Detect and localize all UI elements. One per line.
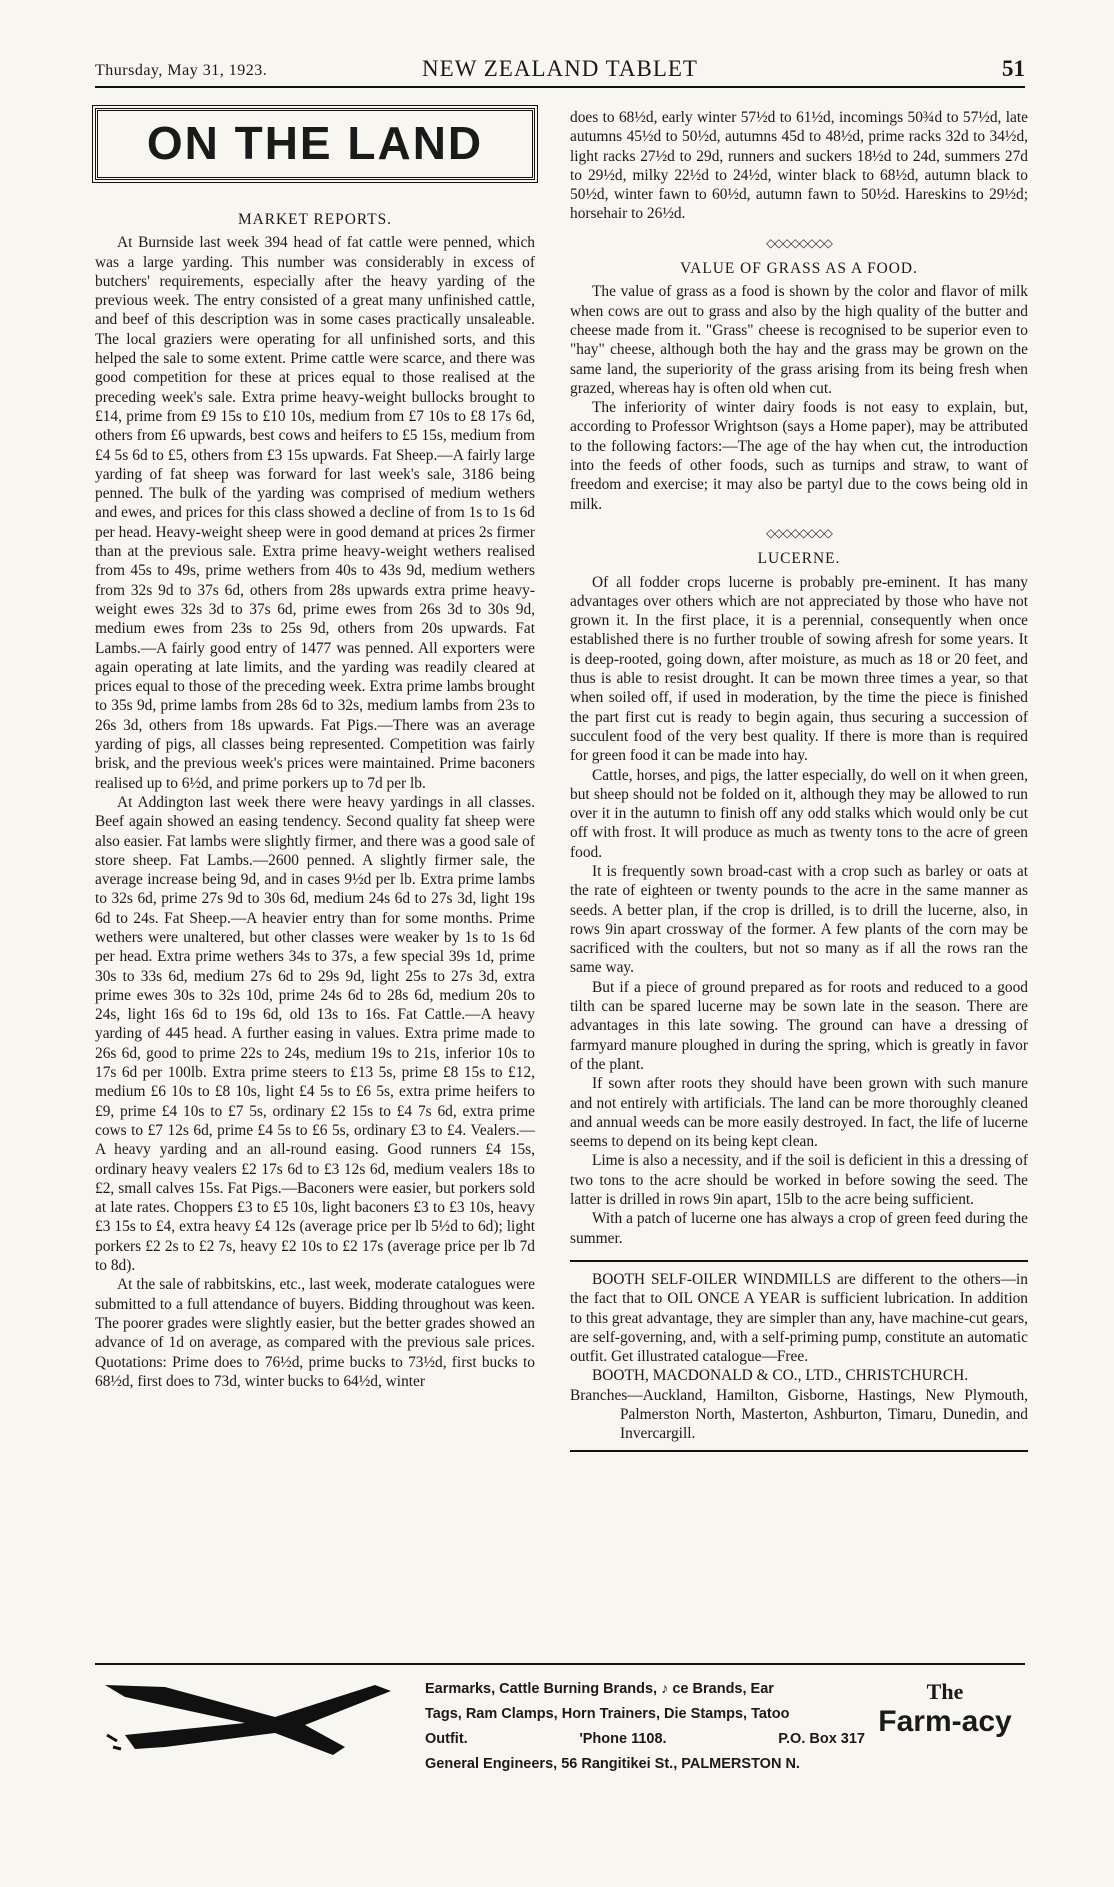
article-paragraph: It is frequently sown broad-cast with a crop such as barley or oats at the rate of eighteen or twenty pounds to the acre in the same manner as seeds. A better plan, if the crop is drilled, is to drill the lucerne, also, in rows 9in apart crossway of the former. A few plants of the corn may be sacrificed with the coulters, but not so many as if all the rows ran the same way. xyxy=(570,862,1028,977)
advert-body: BOOTH SELF-OILER WINDMILLS are different to the others—in the fact that to OIL ONCE A YEAR is sufficient lubrication. In addition to this great advantage, they are simpler than any, have machine-cut gears, are self-governing, and, with a self-priming pump, constitute an automatic outfit. Get illustrated catalogue—Free. xyxy=(570,1270,1028,1366)
advert-address: General Engineers, 56 Rangitikei St., PALMERSTON N. xyxy=(425,1756,800,1772)
brand-the: The xyxy=(926,1679,964,1704)
article-paragraph: The value of grass as a food is shown by the color and flavor of milk when cows are out to grass and also by the high quality of the butter and cheese made from it. "Grass" cheese is recognised to be superior even to "hay" cheese, although both the hay and the grass may be grown on the same land, the superiority of the grass arising from its being fresh when grazed, whereas hay is often old when cut. xyxy=(570,283,1028,397)
article-paragraph: But if a piece of ground prepared as for roots and reduced to a good tilth can be spared lucerne may be sown late in the season. There are advantages in this late sowing. The ground can have a dressing of farmyard manure ploughed in during the spring, which is greatly in favor of the plant. xyxy=(570,978,1028,1073)
article-paragraph: At the sale of rabbitskins, etc., last week, moderate catalogues were submitted to a full attendance of buyers. Bidding throughout was keen. The poorer grades were slightly easier, but the better grades showed an advance of 1d on average, as compared with the previous sale prices. Quotations: Prime does to 76½d, prime bucks to 73½d, first bucks to 68½d, first does to 73d, winter bucks to 64½d, winter xyxy=(95,1276,535,1390)
article-paragraph: Lime is also a necessity, and if the soil is deficient in this a dressing of two tons to the acre should be worked in before sowing the seed. The latter is drilled in rows 9in apart, 15lb to the acre being sufficient. xyxy=(570,1152,1028,1209)
farmacy-advert xyxy=(95,1663,1025,1777)
article-paragraph: If sown after roots they should have been grown with such manure and not entirely with artificials. The land can be more thoroughly cleaned and annual weeds can be more easily destroyed. In fact, the life of lucerne seems to depend on its being kept clean. xyxy=(570,1075,1028,1151)
advert-firm: BOOTH, MACDONALD & CO., LTD., CHRISTCHURCH. xyxy=(592,1367,969,1385)
left-column xyxy=(95,108,535,1391)
article-paragraph: Cattle, horses, and pigs, the latter especially, do well on it when green, but sheep should not be folded on it, although they may be allowed to run over it in the autumn to finish off any odd stalks which would only be cut off with frost. It will produce as much as twenty tons to the acre of green food. xyxy=(570,766,1028,861)
section-heading: ON THE LAND xyxy=(95,108,535,180)
page-number: 51 xyxy=(1002,56,1025,81)
advert-branches: Branches—Auckland, Hamilton, Gisborne, Hastings, New Plymouth, Palmerston North, Masterton, Ashburton, Timaru, Dunedin, and Invercargill. xyxy=(570,1386,1028,1443)
article-paragraph: The inferiority of winter dairy foods is not easy to explain, but, according to Professor Wrightson (says a Home paper), may be attributed to the following factors:—The age of the hay when cut, the introduction into the feeds of other foods, such as turnips and straw, to want of freedom and exercise; it may also be partyl due to the cows being old in milk. xyxy=(570,399,1028,513)
advert-line: Tags, Ram Clamps, Horn Trainers, Die Stamps, Tatoo xyxy=(425,1706,790,1722)
section-ornament: ◇◇◇◇◇◇◇◇ xyxy=(766,525,832,540)
masthead xyxy=(95,56,1025,88)
brand-name: Farm-acy xyxy=(878,1705,1012,1738)
lucerne-title: LUCERNE. xyxy=(757,550,841,568)
publication-title: NEW ZEALAND TABLET xyxy=(422,56,698,81)
advert-outfit: Outfit. xyxy=(425,1731,468,1747)
branding-iron-icon xyxy=(95,1675,415,1765)
section-ornament: ◇◇◇◇◇◇◇◇ xyxy=(766,235,832,250)
right-column xyxy=(570,108,1028,1452)
article-continuation: does to 68½d, early winter 57½d to 61½d, incomings 50¾d to 57½d, late autumns 45½d to 50½d, autumns 45d to 48½d, prime racks 32d to 34½d, light racks 27½d to 29d, runners and suckers 18½d to 24d, summers 27d to 29½d, milky 22½d to 24½d, winter black to 68½d, autumn black to 50½d, winter fawn to 60½d, autumn fawn to 50½d. Hareskins to 29½d; horsehair to 26½d. xyxy=(570,109,1028,223)
article-paragraph: Of all fodder crops lucerne is probably pre-eminent. It has many advantages over others which are not appreciated by those who have not grown it. In the first place, it is a perennial, consequently when once established there is no further trouble of sowing afresh for some years. It is deep-rooted, going down, after moisture, as much as 18 or 20 feet, and thus is able to resist drought. It can be mown three times a year, so that when soiled off, if used in moderation, by the time the piece is finished the part first cut is ready to begin again, thus securing a succession of succulent food of the very best quality. If there is more than is required for green food it can be made into hay. xyxy=(570,573,1028,765)
booth-windmill-advert xyxy=(570,1260,1028,1452)
advert-pobox: P.O. Box 317 xyxy=(778,1731,865,1747)
advert-phone: 'Phone 1108. xyxy=(579,1731,667,1747)
article-paragraph: At Addington last week there were heavy yardings in all classes. Beef again showed an easing tendency. Second quality fat sheep were also easier. Fat lambs were slightly firmer, and there was a good sale of store sheep. Fat Lambs.—2600 penned. A slightly firmer sale, the average increase being 9d, and in cases 9½d per lb. Extra prime lambs to 32s 6d, prime 27s 9d to 30s 6d, medium 24s 6d to 27s 3d, light 19s 6d to 24s. Fat Sheep.—A heavier entry than for some months. Prime wethers were unaltered, but other classes were weaker by 1s to 1s 6d per head. Extra prime wethers 34s to 37s, a few special 39s 1d, prime 30s to 33s 6d, medium 27s 6d to 29s 9d, light 25s to 27s 3d, extra prime ewes 30s to 32s 10d, prime 24s 6d to 28s 6d, medium 20s to 24s, light 16s 6d to 19s 6d, old 13s to 16s. Fat Cattle.—A heavy yarding of 445 head. A further easing in values. Extra prime made to 26s 6d, good to prime 22s to 24s, medium 19s to 21s, inferior 10s to 17s 6d per 100lb. Extra prime steers to £13 5s, prime £8 15s to £12, medium £6 10s to £8 10s, light £4 5s to £6 5s, extra prime heifers to £9, prime £4 10s to £7 5s, ordinary £2 15s to £4 7s 6d, extra prime cows to £7 12s 6d, prime £4 5s to £6 5s, ordinary £3 to £4. Vealers.—A heavy yarding and an all-round easing. Good runners £4 15s, ordinary heavy vealers £2 17s 6d to £3 12s 6d, medium vealers 18s to £2, small calves 15s. Fat Pigs.—Baconers were easier, but porkers sold at late rates. Choppers £3 to £5 10s, light baconers £3 to £3 10s, heavy £3 15s to £4, extra heavy £4 12s (average price per lb 5½d to 6d); light porkers £2 2s to £2 7s, heavy £2 10s to £2 17s (average price per lb 7d to 8d). xyxy=(95,793,535,1275)
grass-title: VALUE OF GRASS AS A FOOD. xyxy=(680,260,918,278)
advert-line: Earmarks, Cattle Burning Brands, ♪ ce Brands, Ear xyxy=(425,1681,774,1697)
advert-text xyxy=(425,1677,865,1777)
issue-date: Thursday, May 31, 1923. xyxy=(95,62,268,79)
advert-contact-line xyxy=(425,1727,865,1752)
article-paragraph: With a patch of lucerne one has always a crop of green feed during the summer. xyxy=(570,1210,1028,1247)
article-paragraph: At Burnside last week 394 head of fat cattle were penned, which was a large yarding. This number was considerably in excess of butchers' requirements, especially after the heavy yarding of the previous week. The entry consisted of a great many unfinished cattle, and beef of this description was in some cases practically unsaleable. The local graziers were operating for all unfinished sorts, and this helped the sale to some extent. Prime cattle were scarce, and there was good competition for these at prices equal to those realised at the preceding week's sale. Extra prime heavy-weight bullocks brought to £14, prime from £9 15s to £10 10s, medium from £7 10s to £8 17s 6d, others from £6 upwards, best cows and heifers to £5 15s, medium from £4 5s 6d to £5, others from £3 15s upwards. Fat Sheep.—A fairly large yarding of fat sheep was forward for last week's sale, 3186 being penned. The bulk of the yarding was comprised of medium wethers and ewes, and prices for this class showed a decline of from 1s to 1s 6d per head. Heavy-weight sheep were in good demand at prices 2s firmer than at the previous sale. Extra prime heavy-weight wethers realised from 45s to 49s, prime wethers from 40s to 43s 9d, medium wethers from 32s 9d to 37s 6d, others from 28s upwards extra prime heavy-weight ewes 32s 3d to 37s 6d, prime ewes from 26s 3d to 30s 9d, medium ewes from 23s to 25s 9d, others from 20s upwards. Fat Lambs.—A fairly good entry of 1477 was penned. All exporters were again operating at late limits, and the yarding was readily cleared at prices equal to those of the preceding week. Extra prime lambs brought to 35s 9d, prime lambs from 28s 6d to 32s, medium lambs from 23s to 26s 3d, others from 18s upwards. Fat Pigs.—There was an average yarding of pigs, all classes being represented. Competition was fairly brisk, and the previous week's prices were maintained. Prime baconers realised up to 6½d, and prime porkers up to 7d per lb. xyxy=(95,234,535,792)
market-reports-title: MARKET REPORTS. xyxy=(237,211,393,228)
farmacy-brand xyxy=(865,1679,1025,1739)
